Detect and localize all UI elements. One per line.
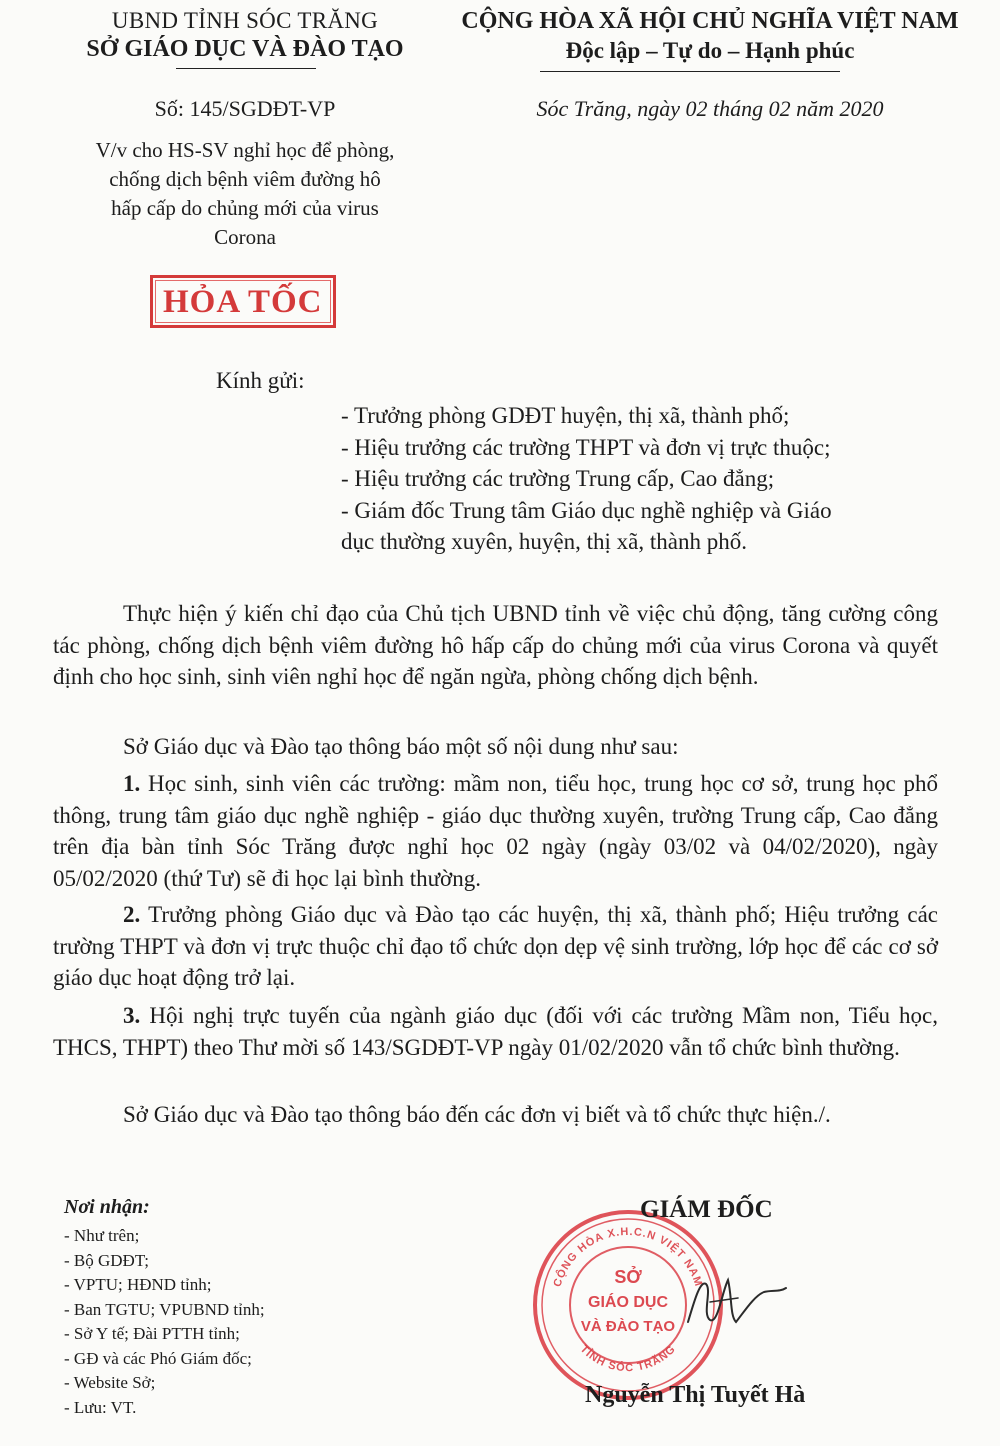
body-item-2 — [53, 899, 938, 994]
handwritten-signature — [680, 1262, 790, 1342]
distribution-title: Nơi nhận: — [64, 1196, 150, 1218]
distribution-item: - Như trên; — [64, 1226, 140, 1245]
item-number: 3. — [123, 1003, 141, 1028]
distribution-item: - Bộ GDĐT; — [64, 1250, 149, 1270]
nation-title: CỘNG HÒA XÃ HỘI CHỦ NGHĨA VIỆT NAM — [461, 8, 959, 34]
recipient-item: - Hiệu trưởng các trường Trung cấp, Cao đẳng; — [341, 466, 775, 491]
distribution-item: - Sở Y tế; Đài PTTH tỉnh; — [64, 1324, 240, 1343]
item-text: Học sinh, sinh viên các trường: mầm non, tiểu học, trung học cơ sở, trung học phổ thông, trung tâm giáo dục nghề nghiệp - giáo dục thường xuyên, trường Trung cấp, Cao đẳng trên địa bàn tỉnh Sóc Trăng được nghỉ học 02 ngày (ngày 03/02 và 04/02/2020), ngày 05/02/2020 (thứ Tư) sẽ đi học lại bình thường. — [53, 771, 939, 891]
subject-line: Corona — [214, 225, 276, 249]
place-date: Sóc Trăng, ngày 02 tháng 02 năm 2020 — [536, 96, 884, 121]
distribution-item: - Ban TGTU; VPUBND tỉnh; — [64, 1299, 265, 1319]
svg-text:TỈNH SÓC TRĂNG — [578, 1343, 679, 1374]
document-subject — [40, 136, 450, 252]
body-paragraph-announcement: Sở Giáo dục và Đào tạo thông báo một số nội dung như sau: — [123, 734, 679, 759]
header-right-underline — [540, 71, 840, 72]
seal-center-line: SỞ — [614, 1267, 642, 1287]
distribution-item: - GĐ và các Phó Giám đốc; — [64, 1348, 252, 1368]
body-item-3 — [53, 1000, 938, 1063]
header-left-underline — [176, 68, 316, 69]
subject-line: chống dịch bệnh viêm đường hô — [109, 167, 381, 191]
seal-center-line: GIÁO DỤC — [588, 1294, 668, 1311]
salutation: Kính gửi: — [216, 368, 305, 393]
body-paragraph-intro: Thực hiện ý kiến chỉ đạo của Chủ tịch UBND tỉnh về việc chủ động, tăng cường công tác phòng, chống dịch bệnh viêm đường hô hấp cấp do chủng mới của virus Corona và quyết định cho học sinh, sinh viên nghỉ học để ngăn ngừa, phòng chống dịch bệnh. — [53, 601, 938, 689]
subject-line: V/v cho HS-SV nghỉ học để phòng, — [95, 138, 395, 162]
recipient-item: - Trưởng phòng GDĐT huyện, thị xã, thành phố; — [341, 403, 790, 428]
body-closing: Sở Giáo dục và Đào tạo thông báo đến các đơn vị biết và tổ chức thực hiện./. — [123, 1102, 831, 1127]
distribution-item: - Website Sở; — [64, 1373, 156, 1392]
document-number: Số: 145/SGDĐT-VP — [154, 96, 336, 121]
recipient-item: dục thường xuyên, huyện, thị xã, thành phố. — [341, 529, 747, 554]
recipient-item: - Hiệu trưởng các trường THPT và đơn vị trực thuộc; — [341, 434, 831, 460]
national-motto: Độc lập – Tự do – Hạnh phúc — [565, 38, 855, 63]
agency-name: UBND TỈNH SÓC TRĂNG — [111, 8, 379, 33]
distribution-item: - VPTU; HĐND tỉnh; — [64, 1275, 212, 1294]
item-text: Hội nghị trực tuyến của ngành giáo dục (đối với các trường Mầm non, Tiểu học, THCS, THPT) theo Thư mời số 143/SGDĐT-VP ngày 01/02/2020 vẫn tổ chức bình thường. — [53, 1003, 939, 1060]
distribution-list — [64, 1224, 265, 1420]
urgent-stamp: HỎA TỐC — [150, 275, 336, 328]
body-item-1 — [53, 768, 938, 894]
subject-line: hấp cấp do chủng mới của virus — [111, 196, 379, 220]
item-number: 2. — [123, 902, 141, 927]
signer-title: GIÁM ĐỐC — [640, 1196, 773, 1223]
distribution-item: - Lưu: VT. — [64, 1397, 137, 1417]
item-text: Trưởng phòng Giáo dục và Đào tạo các huyện, thị xã, thành phố; Hiệu trưởng các trường THPT và đơn vị trực thuộc chỉ đạo tổ chức dọn dẹp vệ sinh trường, lớp học để các cơ sở giáo dục hoạt động trở lại. — [53, 902, 938, 990]
seal-ring-text: CỘNG HÒA X.H.C.N VIỆT NAM — [551, 1225, 705, 1289]
seal-bottom-text: TỈNH SÓC TRĂNG — [577, 1343, 679, 1375]
signer-name: Nguyễn Thị Tuyết Hà — [585, 1382, 806, 1408]
recipient-item: - Giám đốc Trung tâm Giáo dục nghề nghiệp và Giáo — [341, 497, 832, 523]
recipient-list — [341, 400, 941, 558]
department-name: SỞ GIÁO DỤC VÀ ĐÀO TẠO — [86, 36, 404, 62]
item-number: 1. — [123, 771, 141, 796]
seal-center-line: VÀ ĐÀO TẠO — [580, 1318, 676, 1335]
